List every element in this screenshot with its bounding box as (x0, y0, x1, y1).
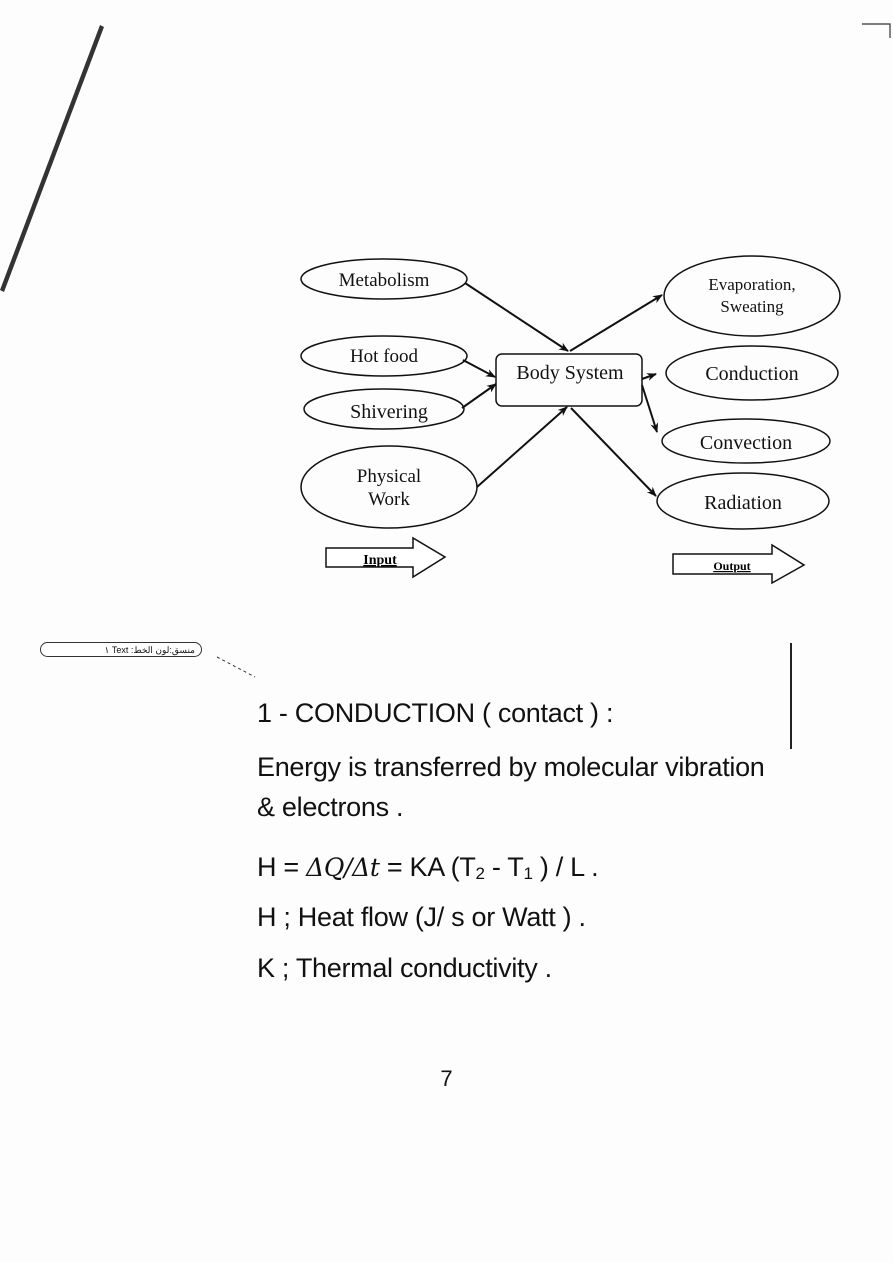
scan-streak (0, 25, 104, 292)
formula-end: ) / L . (532, 852, 599, 882)
arrow-body-conduction (642, 374, 656, 379)
section-heading: 1 - CONDUCTION ( contact ) : (257, 698, 614, 728)
formula-sep: - T (484, 852, 524, 882)
input-arrow-label: Input (363, 553, 397, 568)
arrow-metabolism-body (465, 283, 568, 351)
formula-sub-1: 1 (523, 864, 533, 883)
paragraph-line-1: Energy is transferred by molecular vibration (257, 752, 765, 782)
comment-leader (217, 657, 255, 677)
formula-mid: = KA (T (379, 852, 476, 882)
formula-math: ΔQ/Δt (306, 853, 380, 882)
corner-mark (862, 24, 890, 38)
page-number: 7 (440, 1066, 453, 1091)
change-bar (790, 643, 792, 749)
arrow-body-radiation (571, 408, 656, 496)
formula-sub-2: 2 (475, 864, 485, 883)
definition-h: H ; Heat flow (J/ s or Watt ) . (257, 902, 586, 932)
label-convection: Convection (699, 432, 793, 454)
label-physical: Physical (356, 466, 422, 487)
arrow-work-body (477, 407, 567, 487)
node-evaporation (664, 256, 840, 336)
formula (257, 852, 598, 884)
paragraph-line-2: & electrons . (257, 792, 404, 822)
label-radiation: Radiation (704, 492, 782, 514)
label-sweating: Sweating (720, 297, 784, 316)
node-physical-work (301, 446, 477, 528)
label-work: Work (368, 489, 410, 510)
definition-k: K ; Thermal conductivity . (257, 953, 552, 983)
arrow-body-convection (642, 385, 657, 432)
formula-lhs: H = (257, 852, 307, 882)
label-conduction: Conduction (705, 363, 799, 385)
arrow-hotfood-body (463, 360, 495, 377)
comment-balloon: منسق:لون الخط: Text ١ (40, 642, 202, 657)
label-hot-food: Hot food (349, 346, 419, 367)
label-shivering: Shivering (350, 401, 428, 423)
label-metabolism: Metabolism (338, 270, 430, 291)
label-evaporation: Evaporation, (708, 275, 796, 294)
arrow-shivering-body (462, 384, 496, 408)
output-arrow-label: Output (713, 559, 751, 573)
label-body-system: Body System (516, 362, 624, 384)
arrow-body-evaporation (570, 295, 662, 351)
